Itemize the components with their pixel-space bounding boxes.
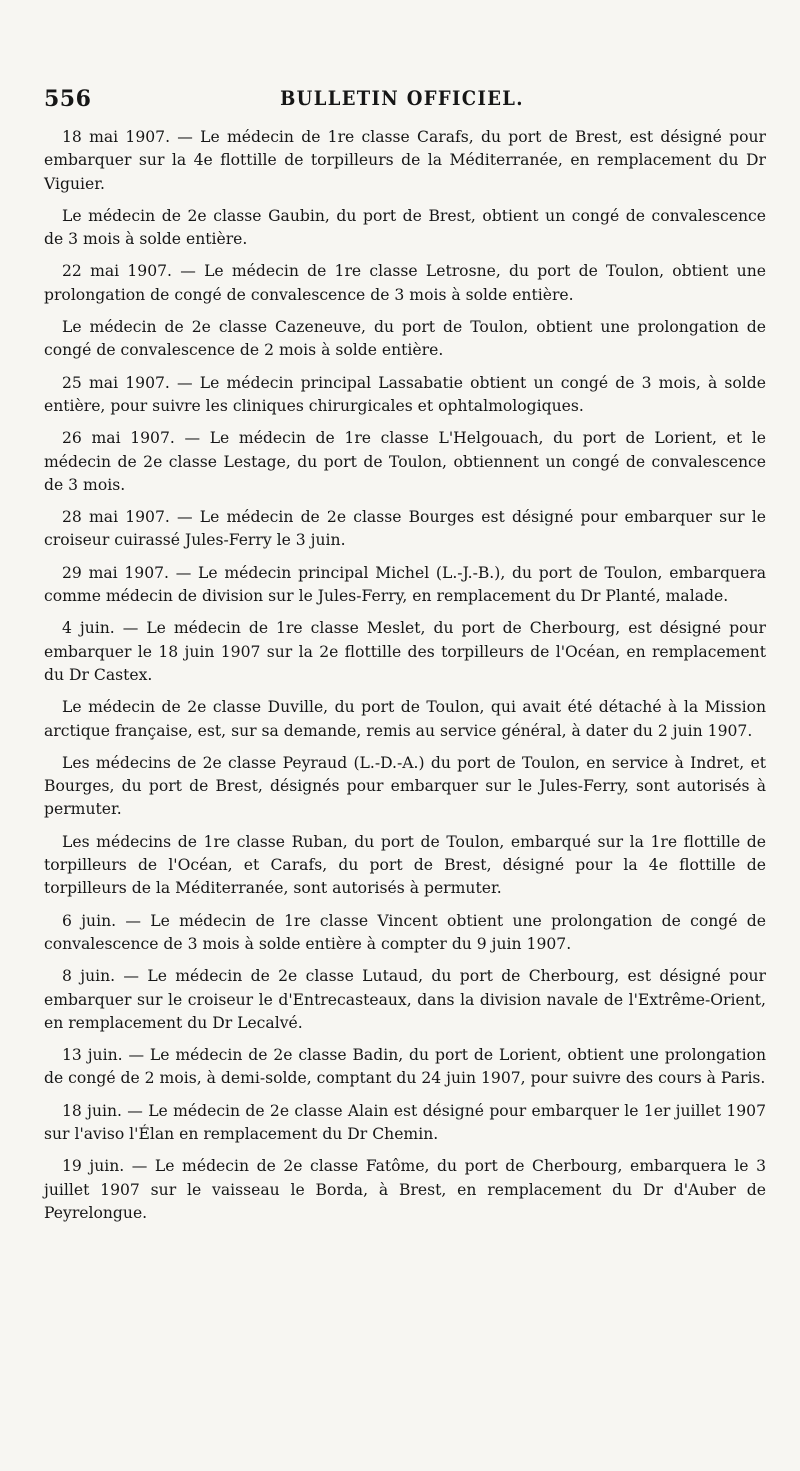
entry-text: 26 mai 1907. — Le médecin de 1re classe L'Helgouach, du port de Lorient, et le médecin de 2e classe Lestage, du port de Toulon, obtiennent un congé de convalescence de 3 mois. (44, 429, 766, 494)
entry-paragraph (44, 126, 766, 196)
entry-text: 18 mai 1907. — Le médecin de 1re classe Carafs, du port de Brest, est désigné pour embarquer sur la 4e flottille de torpilleurs de la Méditerranée, en remplacement du Dr Viguier. (44, 128, 766, 193)
entry-text: 25 mai 1907. — Le médecin principal Lassabatie obtient un congé de 3 mois, à solde entière, pour suivre les cliniques chirurgicales et ophtalmologiques. (44, 373, 766, 415)
entry-text: 22 mai 1907. — Le médecin de 1re classe Letrosne, du port de Toulon, obtient une prolongation de congé de convalescence de 3 mois à solde entière. (44, 262, 766, 304)
entry-text: 18 juin. — Le médecin de 2e classe Alain est désigné pour embarquer le 1er juillet 1907 sur l'aviso l'Élan en remplacement du Dr Chemin. (44, 1101, 766, 1143)
entry-text: 28 mai 1907. — Le médecin de 2e classe Bourges est désigné pour embarquer sur le croiseur cuirassé Jules-Ferry le 3 juin. (44, 508, 766, 550)
entry-text: Les médecins de 2e classe Peyraud (L.-D.-A.) du port de Toulon, en service à Indret, et Bourges, du port de Brest, désignés pour embarquer sur le Jules-Ferry, sont autorisés à permuter. (44, 753, 766, 819)
body-text (44, 126, 766, 1234)
entry-text: 19 juin. — Le médecin de 2e classe Fatôme, du port de Cherbourg, embarquera le 3 juillet 1907 sur le vaisseau le Borda, à Brest, en remplacement du Dr d'Auber de Peyrelongue. (44, 1157, 766, 1222)
entry-text: Le médecin de 2e classe Duville, du port de Toulon, qui avait été détaché à la Mission arctique française, est, sur sa demande, remis au service général, à dater du 2 juin 1907. (44, 698, 766, 740)
entry-text: Le médecin de 2e classe Cazeneuve, du port de Toulon, obtient une prolongation de congé de convalescence de 2 mois à solde entière. (44, 318, 766, 360)
entry-paragraph (44, 1155, 766, 1225)
entry-paragraph (44, 506, 766, 553)
entry-paragraph (44, 1100, 766, 1147)
entry-paragraph (44, 316, 766, 363)
entry-text: 4 juin. — Le médecin de 1re classe Meslet, du port de Cherbourg, est désigné pour embarquer le 18 juin 1907 sur la 2e flottille des torpilleurs de l'Océan, en remplacement du Dr Castex. (44, 619, 766, 684)
entry-text: 13 juin. — Le médecin de 2e classe Badin, du port de Lorient, obtient une prolongation de congé de 2 mois, à demi-solde, comptant du 24 juin 1907, pour suivre des cours à Paris. (44, 1046, 766, 1088)
entry-text: 6 juin. — Le médecin de 1re classe Vincent obtient une prolongation de congé de convalescence de 3 mois à solde entière à compter du 9 juin 1907. (44, 911, 766, 953)
page-number: 556 (44, 86, 92, 112)
entry-paragraph (44, 752, 766, 822)
entry-paragraph (44, 260, 766, 307)
entry-paragraph (44, 372, 766, 419)
entry-paragraph (44, 427, 766, 497)
entry-paragraph (44, 910, 766, 957)
entry-paragraph (44, 831, 766, 901)
entry-paragraph (44, 562, 766, 609)
page-header (44, 86, 760, 116)
entry-paragraph (44, 617, 766, 687)
entry-paragraph (44, 965, 766, 1035)
entry-text: 29 mai 1907. — Le médecin principal Michel (L.-J.-B.), du port de Toulon, embarquera comme médecin de division sur le Jules-Ferry, en remplacement du Dr Planté, malade. (44, 563, 766, 606)
entry-paragraph (44, 1044, 766, 1091)
entry-text: Les médecins de 1re classe Ruban, du port de Toulon, embarqué sur la 1re flottille de torpilleurs de l'Océan, et Carafs, du port de Brest, désigné pour la 4e flottille de torpilleurs de la Méditerranée, sont autorisés à permuter. (44, 832, 766, 898)
entry-text: 8 juin. — Le médecin de 2e classe Lutaud, du port de Cherbourg, est désigné pour embarquer sur le croiseur le d'Entrecasteaux, dans la division navale de l'Extrême-Orient, en remplacement du Dr Lecalvé. (44, 967, 766, 1032)
running-title: BULLETIN OFFICIEL. (280, 86, 524, 110)
entry-text: Le médecin de 2e classe Gaubin, du port de Brest, obtient un congé de convalescence de 3 mois à solde entière. (44, 206, 766, 249)
entry-paragraph (44, 696, 766, 743)
entry-paragraph (44, 205, 766, 252)
